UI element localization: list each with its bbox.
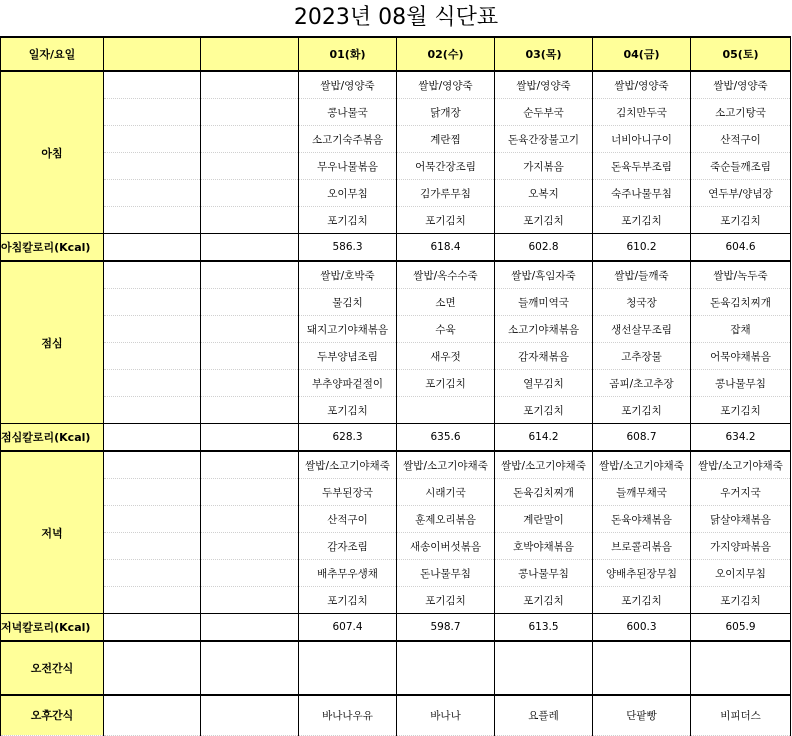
breakfast-cal-blank-a: [104, 234, 201, 262]
dinner-cal-blank-b: [201, 614, 299, 642]
breakfast-item: 쌀밥/영양죽: [299, 71, 397, 99]
header-blank-1: [104, 37, 201, 71]
dinner-calorie-value: 605.9: [691, 614, 791, 642]
dinner-item: 쌀밥/소고기야채죽: [495, 451, 593, 479]
lunch-blank-a: [104, 343, 201, 370]
lunch-item: 콩나물무침: [691, 370, 791, 397]
breakfast-item: 쌀밥/영양죽: [397, 71, 495, 99]
breakfast-item: 포기김치: [691, 207, 791, 234]
dinner-row: [1, 451, 791, 479]
pm_snack-row: [1, 695, 791, 735]
lunch-item: 쌀밥/흑임자죽: [495, 261, 593, 289]
breakfast-item: 김가루무침: [397, 180, 495, 207]
breakfast-calorie-value: 602.8: [495, 234, 593, 262]
pm_snack-item: 바나나: [397, 695, 495, 735]
lunch-blank-a: [104, 261, 201, 289]
dinner-blank-b: [201, 479, 299, 506]
breakfast-calorie-label: 아침칼로리(Kcal): [1, 234, 104, 262]
lunch-calorie-value: 628.3: [299, 424, 397, 452]
breakfast-item: 포기김치: [495, 207, 593, 234]
dinner-item: 호박야채볶음: [495, 533, 593, 560]
dinner-item: 양배추된장무침: [593, 560, 691, 587]
dinner-item: 돈육김치찌개: [495, 479, 593, 506]
am_snack-item: [691, 641, 791, 695]
lunch-item: 열무김치: [495, 370, 593, 397]
dinner-item: 오이지무침: [691, 560, 791, 587]
am_snack-item: [397, 641, 495, 695]
dinner-item: 배추무우생채: [299, 560, 397, 587]
lunch-blank-b: [201, 397, 299, 424]
dinner-item: 새송이버섯볶음: [397, 533, 495, 560]
breakfast-cal-blank-b: [201, 234, 299, 262]
breakfast-item: 소고기숙주볶음: [299, 126, 397, 153]
lunch-blank-b: [201, 316, 299, 343]
breakfast-item: 돈육간장불고기: [495, 126, 593, 153]
lunch-item: 포기김치: [593, 397, 691, 424]
breakfast-blank-a: [104, 71, 201, 99]
lunch-cal-blank-b: [201, 424, 299, 452]
breakfast-row: [1, 153, 791, 180]
breakfast-item: 어묵간장조림: [397, 153, 495, 180]
breakfast-item: 포기김치: [299, 207, 397, 234]
lunch-blank-a: [104, 289, 201, 316]
dinner-blank-b: [201, 451, 299, 479]
pm_snack-item: 요플레: [495, 695, 593, 735]
header-day-5: 05(토): [691, 37, 791, 71]
dinner-blank-a: [104, 451, 201, 479]
dinner-row: [1, 560, 791, 587]
breakfast-blank-b: [201, 153, 299, 180]
breakfast-row: [1, 180, 791, 207]
breakfast-blank-b: [201, 99, 299, 126]
lunch-cal-blank-a: [104, 424, 201, 452]
dinner-item: 산적구이: [299, 506, 397, 533]
breakfast-item: 가지볶음: [495, 153, 593, 180]
dinner-calorie-value: 598.7: [397, 614, 495, 642]
lunch-item: 포기김치: [397, 370, 495, 397]
lunch-calorie-value: 614.2: [495, 424, 593, 452]
lunch-item: 두부양념조림: [299, 343, 397, 370]
lunch-calorie-row: [1, 424, 791, 452]
dinner-item: 포기김치: [593, 587, 691, 614]
lunch-item: 포기김치: [495, 397, 593, 424]
header-day-2: 02(수): [397, 37, 495, 71]
lunch-label: 점심: [1, 261, 104, 424]
dinner-item: 쌀밥/소고기야채죽: [397, 451, 495, 479]
breakfast-blank-a: [104, 126, 201, 153]
breakfast-calorie-row: [1, 234, 791, 262]
breakfast-blank-a: [104, 180, 201, 207]
breakfast-row: [1, 207, 791, 234]
header-row: [1, 37, 791, 71]
dinner-item: 두부된장국: [299, 479, 397, 506]
dinner-blank-b: [201, 506, 299, 533]
breakfast-row: [1, 99, 791, 126]
lunch-item: 곰피/초고추장: [593, 370, 691, 397]
dinner-blank-b: [201, 560, 299, 587]
dinner-item: 돈육야채볶음: [593, 506, 691, 533]
dinner-label: 저녁: [1, 451, 104, 614]
am_snack-item: [299, 641, 397, 695]
lunch-blank-a: [104, 397, 201, 424]
dinner-row: [1, 479, 791, 506]
breakfast-item: 쌀밥/영양죽: [495, 71, 593, 99]
breakfast-item: 연두부/양념장: [691, 180, 791, 207]
lunch-row: [1, 289, 791, 316]
lunch-row: [1, 261, 791, 289]
breakfast-item: 무우나물볶음: [299, 153, 397, 180]
dinner-blank-a: [104, 587, 201, 614]
breakfast-item: 소고기탕국: [691, 99, 791, 126]
dinner-blank-b: [201, 533, 299, 560]
dinner-item: 돈나물무침: [397, 560, 495, 587]
breakfast-item: 숙주나물무침: [593, 180, 691, 207]
dinner-blank-a: [104, 506, 201, 533]
lunch-item: 들깨미역국: [495, 289, 593, 316]
dinner-calorie-value: 613.5: [495, 614, 593, 642]
lunch-blank-b: [201, 343, 299, 370]
lunch-item: 쌀밥/들깨죽: [593, 261, 691, 289]
breakfast-label: 아침: [1, 71, 104, 234]
breakfast-blank-a: [104, 153, 201, 180]
dinner-item: 쌀밥/소고기야채죽: [691, 451, 791, 479]
breakfast-item: 산적구이: [691, 126, 791, 153]
dinner-item: 쌀밥/소고기야채죽: [299, 451, 397, 479]
lunch-item: 소고기야채볶음: [495, 316, 593, 343]
lunch-item: 새우젓: [397, 343, 495, 370]
lunch-item: [397, 397, 495, 424]
pm_snack-blank-a: [104, 695, 201, 735]
dinner-blank-a: [104, 479, 201, 506]
lunch-item: 쌀밥/녹두죽: [691, 261, 791, 289]
menu-table: [0, 36, 791, 736]
dinner-item: 우거지국: [691, 479, 791, 506]
breakfast-calorie-value: 586.3: [299, 234, 397, 262]
dinner-cal-blank-a: [104, 614, 201, 642]
header-label: 일자/요일: [1, 37, 104, 71]
lunch-item: 청국장: [593, 289, 691, 316]
header-day-4: 04(금): [593, 37, 691, 71]
lunch-item: 잡채: [691, 316, 791, 343]
breakfast-blank-b: [201, 126, 299, 153]
pm_snack-item: 비피더스: [691, 695, 791, 735]
lunch-item: 부추양파겉절이: [299, 370, 397, 397]
lunch-blank-b: [201, 370, 299, 397]
dinner-row: [1, 506, 791, 533]
page-title: 2023년 08월 식단표: [293, 5, 499, 30]
lunch-calorie-value: 634.2: [691, 424, 791, 452]
lunch-blank-a: [104, 316, 201, 343]
lunch-row: [1, 397, 791, 424]
dinner-calorie-label: 저녁칼로리(Kcal): [1, 614, 104, 642]
dinner-calorie-value: 600.3: [593, 614, 691, 642]
dinner-row: [1, 587, 791, 614]
header-blank-2: [201, 37, 299, 71]
lunch-item: 소면: [397, 289, 495, 316]
pm_snack-label: 오후간식: [1, 695, 104, 735]
breakfast-row: [1, 126, 791, 153]
lunch-blank-b: [201, 289, 299, 316]
lunch-item: 고추장물: [593, 343, 691, 370]
breakfast-calorie-value: 618.4: [397, 234, 495, 262]
dinner-item: 브로콜리볶음: [593, 533, 691, 560]
lunch-blank-b: [201, 261, 299, 289]
am_snack-item: [495, 641, 593, 695]
header-day-1: 01(화): [299, 37, 397, 71]
breakfast-item: 콩나물국: [299, 99, 397, 126]
pm_snack-blank-b: [201, 695, 299, 735]
dinner-item: 시래기국: [397, 479, 495, 506]
dinner-item: 포기김치: [397, 587, 495, 614]
breakfast-item: 오복지: [495, 180, 593, 207]
dinner-item: 콩나물무침: [495, 560, 593, 587]
lunch-item: 돼지고기야채볶음: [299, 316, 397, 343]
lunch-item: 감자채볶음: [495, 343, 593, 370]
lunch-item: 쌀밥/호박죽: [299, 261, 397, 289]
breakfast-blank-a: [104, 207, 201, 234]
dinner-calorie-value: 607.4: [299, 614, 397, 642]
dinner-item: 가지양파볶음: [691, 533, 791, 560]
breakfast-item: 돈육두부조림: [593, 153, 691, 180]
breakfast-blank-b: [201, 71, 299, 99]
dinner-item: 포기김치: [299, 587, 397, 614]
breakfast-item: 너비아니구이: [593, 126, 691, 153]
dinner-item: 닭살야채볶음: [691, 506, 791, 533]
am_snack-label: 오전간식: [1, 641, 104, 695]
lunch-item: 포기김치: [691, 397, 791, 424]
breakfast-item: 오이무침: [299, 180, 397, 207]
header-day-3: 03(목): [495, 37, 593, 71]
lunch-calorie-label: 점심칼로리(Kcal): [1, 424, 104, 452]
lunch-item: 생선살무조림: [593, 316, 691, 343]
lunch-item: 포기김치: [299, 397, 397, 424]
breakfast-item: 죽순들깨조림: [691, 153, 791, 180]
dinner-item: 계란말이: [495, 506, 593, 533]
dinner-item: 포기김치: [495, 587, 593, 614]
breakfast-item: 포기김치: [593, 207, 691, 234]
breakfast-item: 쌀밥/영양죽: [593, 71, 691, 99]
breakfast-calorie-value: 610.2: [593, 234, 691, 262]
pm_snack-item: 단팥빵: [593, 695, 691, 735]
dinner-blank-b: [201, 587, 299, 614]
breakfast-item: 쌀밥/영양죽: [691, 71, 791, 99]
breakfast-blank-b: [201, 207, 299, 234]
dinner-item: 포기김치: [691, 587, 791, 614]
am_snack-blank-b: [201, 641, 299, 695]
lunch-calorie-value: 635.6: [397, 424, 495, 452]
am_snack-item: [593, 641, 691, 695]
breakfast-blank-b: [201, 180, 299, 207]
pm_snack-item: 바나나우유: [299, 695, 397, 735]
breakfast-row: [1, 71, 791, 99]
dinner-calorie-row: [1, 614, 791, 642]
breakfast-blank-a: [104, 99, 201, 126]
dinner-item: 쌀밥/소고기야채죽: [593, 451, 691, 479]
dinner-row: [1, 533, 791, 560]
lunch-row: [1, 370, 791, 397]
dinner-blank-a: [104, 533, 201, 560]
breakfast-item: 순두부국: [495, 99, 593, 126]
lunch-item: 어묵야채볶음: [691, 343, 791, 370]
dinner-item: 훈제오리볶음: [397, 506, 495, 533]
breakfast-item: 계란찜: [397, 126, 495, 153]
breakfast-calorie-value: 604.6: [691, 234, 791, 262]
dinner-blank-a: [104, 560, 201, 587]
lunch-row: [1, 343, 791, 370]
lunch-item: 물김치: [299, 289, 397, 316]
lunch-item: 수육: [397, 316, 495, 343]
breakfast-item: 닭개장: [397, 99, 495, 126]
breakfast-item: 포기김치: [397, 207, 495, 234]
lunch-blank-a: [104, 370, 201, 397]
lunch-item: 쌀밥/옥수수죽: [397, 261, 495, 289]
am_snack-blank-a: [104, 641, 201, 695]
dinner-item: 감자조림: [299, 533, 397, 560]
lunch-item: 돈육김치찌개: [691, 289, 791, 316]
lunch-row: [1, 316, 791, 343]
dinner-item: 들깨무채국: [593, 479, 691, 506]
breakfast-item: 김치만두국: [593, 99, 691, 126]
lunch-calorie-value: 608.7: [593, 424, 691, 452]
am_snack-row: [1, 641, 791, 695]
